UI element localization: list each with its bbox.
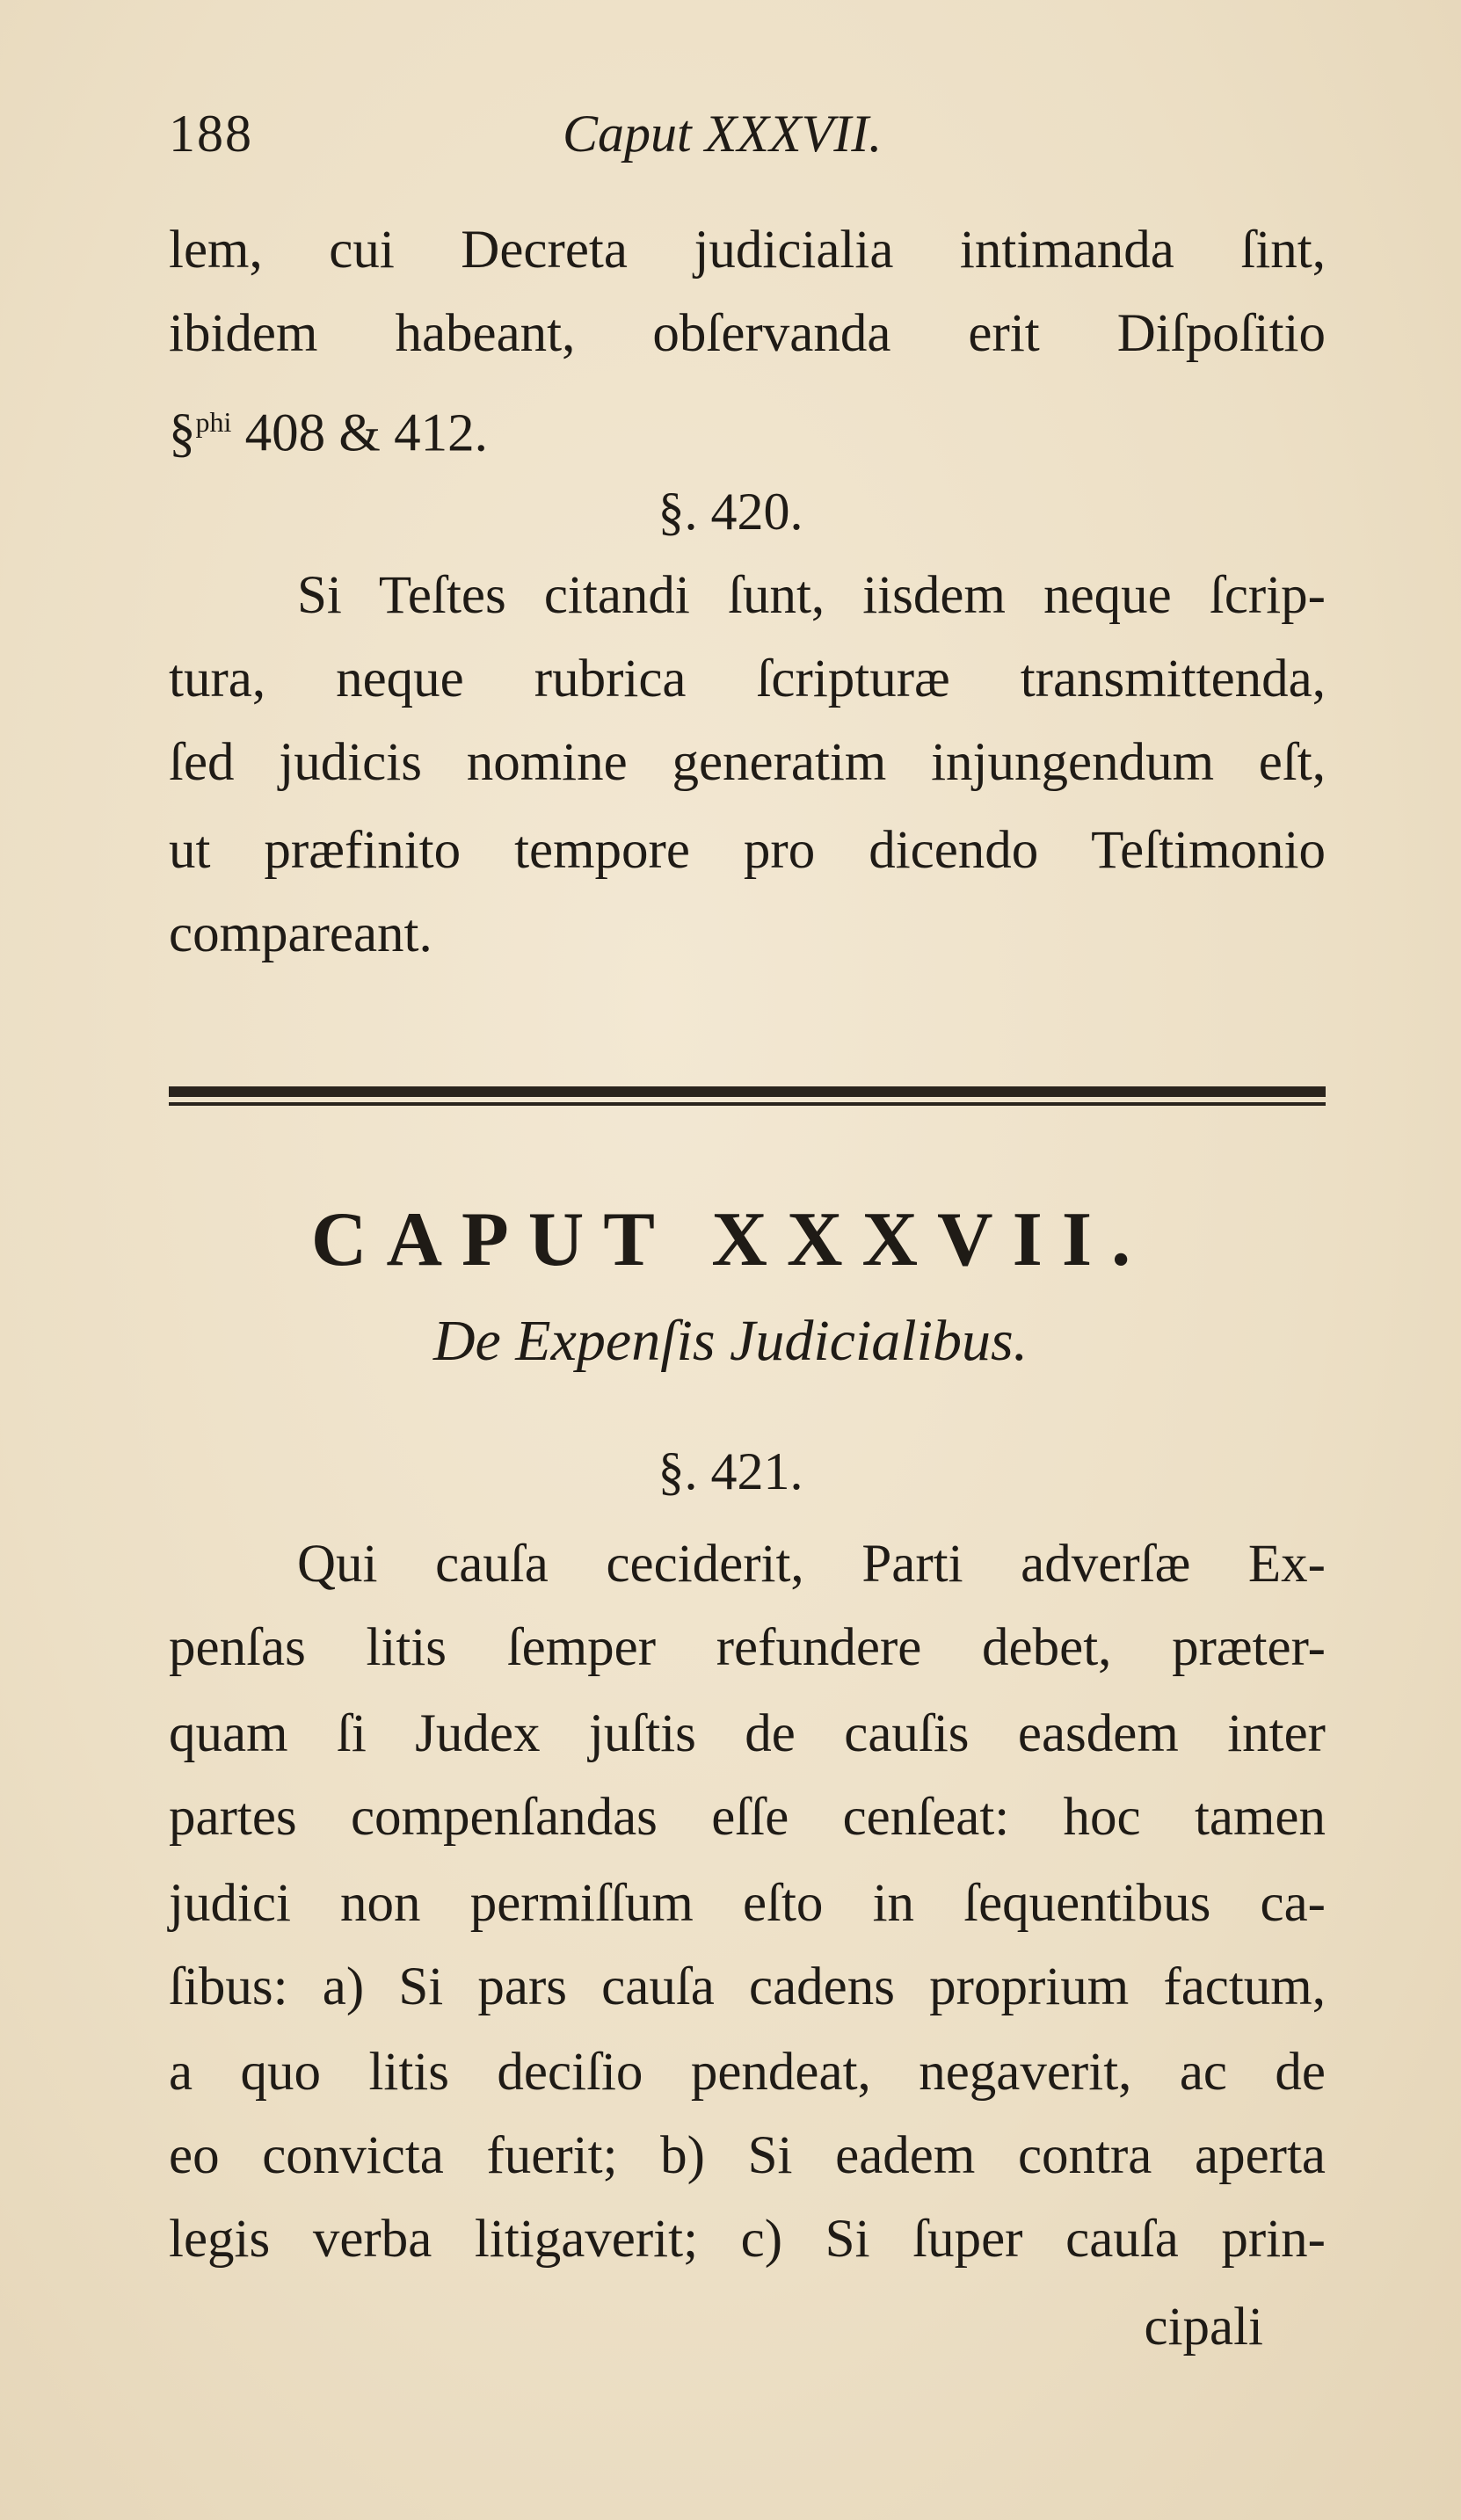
text-line: Qui cauſa ceciderit, Parti adverſæ Ex- xyxy=(297,1535,1326,1594)
text-line: ſed judicis nomine generatim injungendum eſt, xyxy=(169,733,1326,792)
chapter-subtitle: De Expenſis Judicialibus. xyxy=(432,1309,1029,1373)
text-line: eo convicta fuerit; b) Si eadem contra aperta xyxy=(169,2126,1326,2185)
text-line: partes compenſandas eſſe cenſeat: hoc tamen xyxy=(169,1788,1326,1847)
text-line: ut præfinito tempore pro dicendo Teſtimonio xyxy=(169,821,1326,880)
section-mark-420: §. 420. xyxy=(658,483,803,541)
text-line: quam ſi Judex juſtis de cauſis easdem inter xyxy=(169,1704,1326,1763)
text-line: legis verba litigaverit; c) Si ſuper cauſa prin- xyxy=(169,2210,1326,2269)
text-line: judici non permiſſum eſto in ſequentibus ca- xyxy=(169,1874,1326,1933)
text-line: penſas litis ſemper refundere debet, præter- xyxy=(169,1618,1326,1677)
chapter-rule-thin xyxy=(169,1102,1326,1106)
text-line: ibidem habeant, obſervanda erit Diſpoſitio xyxy=(169,304,1326,363)
page-header xyxy=(169,104,1312,174)
text-line: lem, cui Decreta judicialia intimanda ſint, xyxy=(169,221,1326,280)
chapter-rule xyxy=(169,1086,1326,1097)
text-line: compareant. xyxy=(169,904,432,963)
text-line: a quo litis deciſio pendeat, negaverit, ac de xyxy=(169,2043,1326,2102)
text-line-reference xyxy=(169,387,1326,463)
page-number: 188 xyxy=(169,105,253,163)
text-line: ſibus: a) Si pars cauſa cadens proprium factum, xyxy=(169,1957,1326,2016)
section-mark-421: §. 421. xyxy=(658,1442,803,1500)
section-sign: § xyxy=(169,403,196,463)
running-head: Caput XXXVII. xyxy=(563,105,883,163)
chapter-title: CAPUT XXXVII. xyxy=(310,1197,1151,1282)
superscript: phi xyxy=(195,406,232,438)
catchword: cipali xyxy=(1144,2298,1263,2357)
text-line-rest: 408 & 412. xyxy=(244,403,488,463)
text-line: Si Teſtes citandi ſunt, iisdem neque ſcrip- xyxy=(297,566,1326,625)
text-line: tura, neque rubrica ſcripturæ transmittenda, xyxy=(169,650,1326,708)
